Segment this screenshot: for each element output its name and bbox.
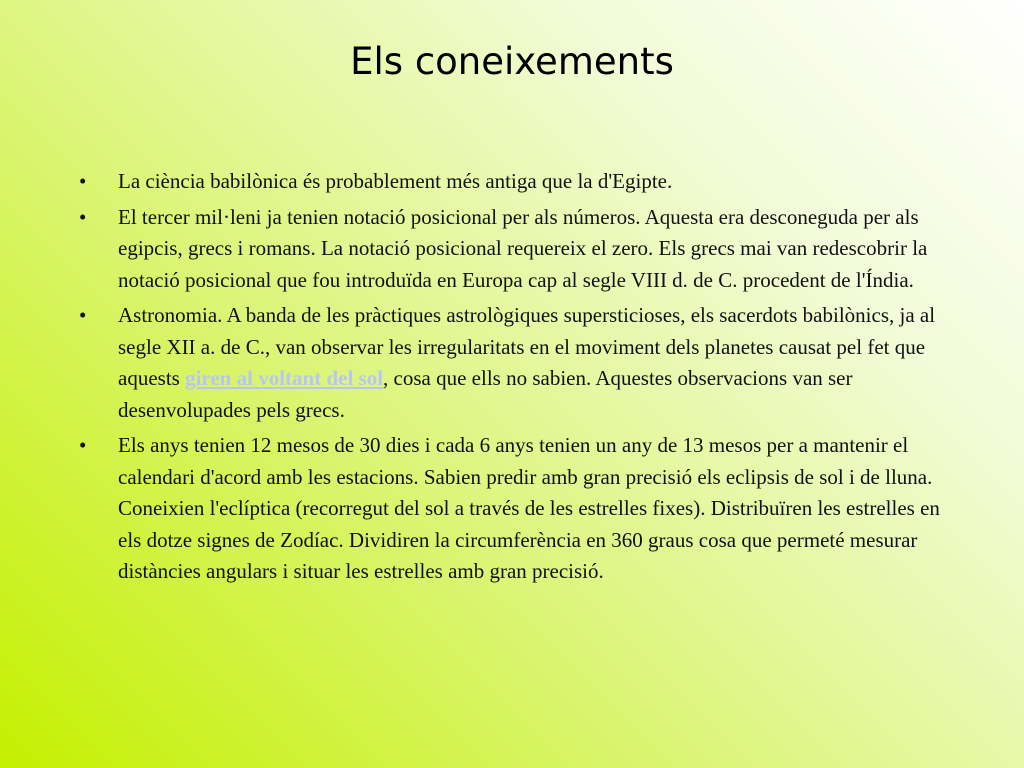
bullet-icon: • <box>79 169 87 193</box>
bullet-item <box>79 300 959 426</box>
bullet-text: La ciència babilònica és probablement més antiga que la d'Egipte. <box>118 169 673 193</box>
bullet-text-after-link: , cosa que ells no sabien. Aquestes observacions van ser desenvolupades pels grecs. <box>118 366 853 422</box>
bullet-icon: • <box>79 204 87 229</box>
bullet-icon: • <box>79 433 87 457</box>
slide-title: Els coneixements <box>350 40 674 83</box>
bullet-item <box>79 166 959 198</box>
bullet-text: El tercer mil·leni ja tenien notació posicional per als números. Aquesta era desconeguda per als egipcis, grecs i romans. La notació posicional requereix el zero. Els grecs mai van redescobrir la notació posicional que fou introduïda en Europa cap al segle VIII d. de C. procedent de l'Índia. <box>118 204 928 292</box>
bullet-text: Els anys tenien 12 mesos de 30 dies i cada 6 anys tenien un any de 13 mesos per a mantenir el calendari d'acord amb les estacions. Sabien predir amb gran precisió els eclipsis de sol i de lluna. Coneixien l'eclíptica (recorregut del sol a través de les estrelles fixes). Distribuïren les estrelles en els dotze signes de Zodíac. Dividiren la circumferència en 360 graus cosa que permeté mesurar distàncies angulars i situar les estrelles amb gran precisió. <box>118 433 940 583</box>
bullet-text-before-link: Astronomia. A banda de les pràctiques astrològiques supersticioses, els sacerdots babilònics, ja al segle XII a. de C., van observar les irregularitats en el moviment dels planetes causat pel fet que aquests <box>118 303 936 390</box>
bullet-item <box>79 202 959 297</box>
bullet-list <box>79 166 959 592</box>
sun-orbit-link[interactable]: giren al voltant del sol <box>185 366 384 390</box>
bullet-icon: • <box>79 303 87 327</box>
bullet-item <box>79 430 959 588</box>
